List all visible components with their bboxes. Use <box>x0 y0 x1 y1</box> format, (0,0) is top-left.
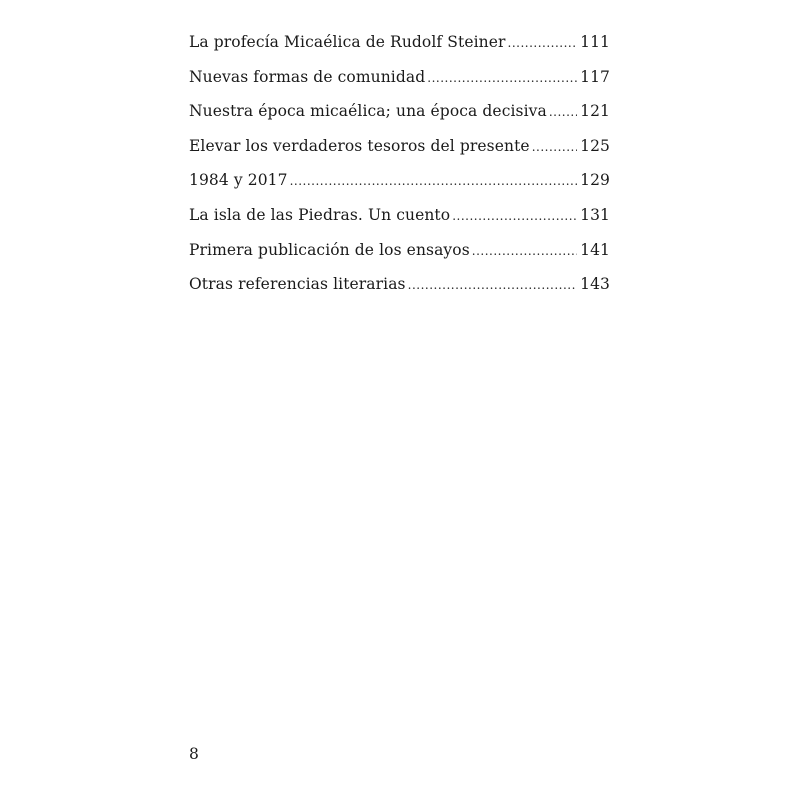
toc-entry <box>189 102 610 137</box>
toc-entry <box>189 275 610 310</box>
toc-entry <box>189 68 610 103</box>
dot-leader <box>508 36 578 50</box>
dot-leader <box>549 105 577 119</box>
toc-entry-page: 141 <box>580 240 610 259</box>
dot-leader <box>532 140 577 154</box>
page-number: 8 <box>189 745 199 763</box>
dot-leader <box>472 244 577 258</box>
table-of-contents <box>189 33 610 310</box>
toc-entry <box>189 171 610 206</box>
toc-entry-title: Elevar los verdaderos tesoros del presente <box>189 136 530 155</box>
toc-entry <box>189 206 610 241</box>
toc-entry-page: 111 <box>580 33 610 51</box>
toc-entry-title: Nuestra época micaélica; una época decisiva <box>189 102 547 121</box>
toc-entry-page: 125 <box>580 136 610 155</box>
toc-entry-page: 121 <box>580 102 610 121</box>
dot-leader <box>290 174 578 188</box>
toc-entry-page: 129 <box>580 171 610 190</box>
toc-entry-title: Nuevas formas de comunidad <box>189 67 426 86</box>
toc-entry-title: La profecía Micaélica de Rudolf Steiner <box>189 33 506 51</box>
toc-entry-title: La isla de las Piedras. Un cuento <box>189 205 451 224</box>
toc-entry-title: Otras referencias literarias <box>189 275 406 294</box>
toc-entry <box>189 241 610 276</box>
toc-entry-page: 143 <box>580 275 610 294</box>
toc-entry-title: 1984 y 2017 <box>189 171 288 190</box>
toc-entry-title: Primera publicación de los ensayos <box>189 240 470 259</box>
dot-leader <box>427 71 577 85</box>
dot-leader <box>452 209 577 223</box>
toc-entry <box>189 137 610 172</box>
dot-leader <box>408 278 577 292</box>
toc-entry-page: 117 <box>580 67 610 86</box>
toc-entry <box>189 33 610 68</box>
toc-entry-page: 131 <box>580 205 610 224</box>
